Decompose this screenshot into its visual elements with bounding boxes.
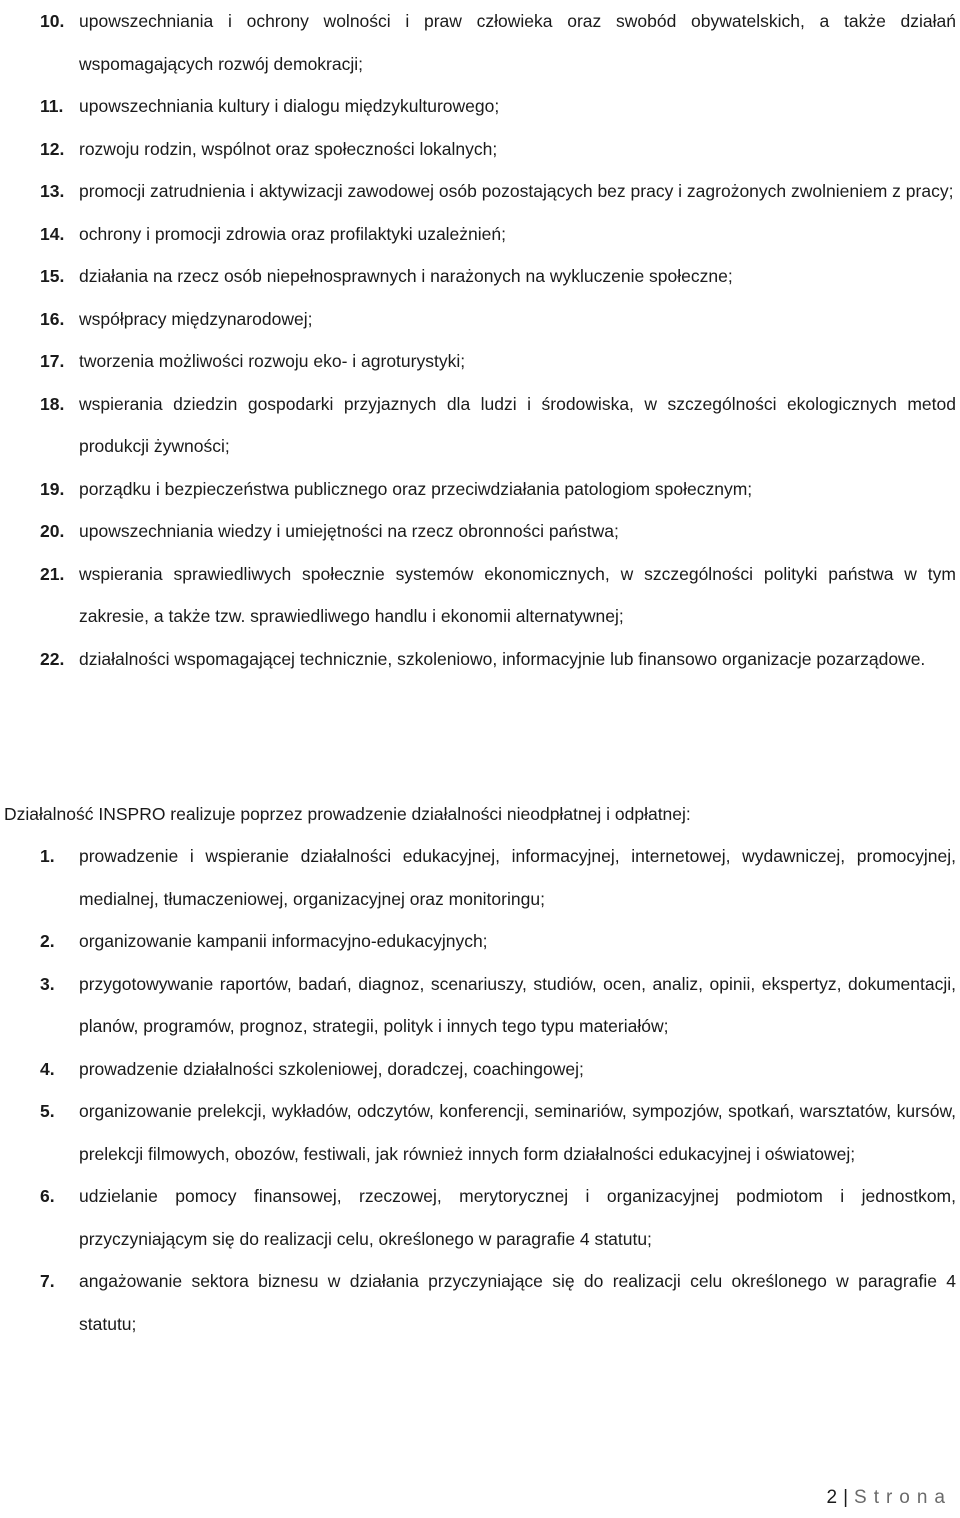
list-item [0,0,960,85]
list-item [0,553,960,638]
list-item-number: 11. [40,96,64,116]
page-label: Strona [854,1487,952,1508]
list-item-text: upowszechniania i ochrony wolności i praw człowieka oraz swobód obywatelskich, a także działań wspomagających rozwój demokracji; [79,11,956,74]
list-item-number: 14. [40,223,65,244]
list-item [0,1175,960,1260]
list-item [0,213,960,256]
list-item-number: 17. [40,351,65,371]
list-item-text: wspierania sprawiedliwych społecznie systemów ekonomicznych, w szczególności polityki państwa w tym zakresie, a także tzw. sprawiedliwego handlu i ekonomii alternatywnej; [79,563,956,626]
list-item-text: upowszechniania kultury i dialogu międzykulturowego; [79,96,500,116]
list-item-text: porządku i bezpieczeństwa publicznego oraz przeciwdziałania patologiom społecznym; [79,478,753,499]
list-item-number: 19. [40,478,65,499]
list-item-number: 7. [40,1271,55,1291]
list-item-number: 3. [40,973,55,994]
list-item-text: działalności wspomagającej technicznie, szkoleniowo, informacyjnie lub finansowo organizacje pozarządowe. [79,648,926,669]
list-item [0,128,960,171]
activity-forms-list [0,835,960,1345]
list-item [0,1048,960,1091]
list-item [0,383,960,468]
list-item-number: 5. [40,1101,55,1121]
list-item-number: 22. [40,648,65,669]
list-item-number: 15. [40,266,65,286]
list-item [0,298,960,341]
list-item-text: organizowanie prelekcji, wykładów, odczytów, konferencji, seminariów, sympozjów, spotkań, warsztatów, kursów, prelekcji filmowych, obozów, festiwali, jak również innych form działalności edukacyjnej i oświatowej; [79,1101,956,1164]
list-item [0,170,960,213]
list-item-text: ochrony i promocji zdrowia oraz profilaktyki uzależnień; [79,223,506,244]
list-item [0,340,960,383]
list-item [0,510,960,553]
list-item-number: 21. [40,563,65,584]
list-item-number: 4. [40,1058,55,1079]
list-item [0,468,960,511]
list-item-text: wspierania dziedzin gospodarki przyjaznych dla ludzi i środowiska, w szczególności ekologicznych metod produkcji żywności; [79,393,956,456]
list-item-text: promocji zatrudnienia i aktywizacji zawodowej osób pozostających bez pracy i zagrożonych zwolnieniem z pracy; [79,181,954,201]
list-item-number: 16. [40,308,65,329]
list-item-number: 13. [40,181,65,201]
activity-intro-paragraph: Działalność INSPRO realizuje poprzez prowadzenie działalności nieodpłatnej i odpłatnej: [4,804,691,824]
list-item-number: 1. [40,846,55,866]
list-item [0,638,960,681]
list-item-text: organizowanie kampanii informacyjno-edukacyjnych; [79,931,488,951]
list-item [0,1260,960,1345]
list-item-number: 12. [40,138,65,159]
list-item [0,85,960,128]
statute-goals-list [0,0,960,680]
list-item-text: prowadzenie i wspieranie działalności edukacyjnej, informacyjnej, internetowej, wydawniczej, promocyjnej, medialnej, tłumaczeniowej, organizacyjnej oraz monitoringu; [79,846,956,909]
list-item-text: tworzenia możliwości rozwoju eko- i agroturystyki; [79,351,466,371]
list-item-number: 20. [40,521,65,541]
list-item-number: 6. [40,1186,55,1206]
list-item-text: prowadzenie działalności szkoleniowej, doradczej, coachingowej; [79,1058,584,1079]
list-item [0,255,960,298]
list-item-text: udzielanie pomocy finansowej, rzeczowej, merytorycznej i organizacyjnej podmiotom i jednostkom, przyczyniającym się do realizacji celu, określonego w paragrafie 4 statutu; [79,1186,956,1249]
list-item-text: działania na rzecz osób niepełnosprawnych i narażonych na wykluczenie społeczne; [79,266,733,286]
list-item-text: przygotowywanie raportów, badań, diagnoz, scenariuszy, studiów, ocen, analiz, opinii, ekspertyz, dokumentacji, planów, programów, prognoz, strategii, polityk i innych tego typu materiałów; [79,973,956,1036]
footer-separator: | [843,1487,849,1508]
list-item [0,920,960,963]
list-item [0,1090,960,1175]
page-number: 2 [826,1487,838,1508]
page-footer [827,1478,953,1518]
list-item-text: współpracy międzynarodowej; [79,308,313,329]
list-item-number: 2. [40,931,55,951]
list-item-text: rozwoju rodzin, wspólnot oraz społeczności lokalnych; [79,138,498,159]
list-item [0,835,960,920]
list-item-text: angażowanie sektora biznesu w działania przyczyniające się do realizacji celu określonego w paragrafie 4 statutu; [79,1271,956,1334]
list-item-number: 18. [40,393,65,414]
list-item [0,963,960,1048]
list-item-number: 10. [40,11,65,31]
list-item-text: upowszechniania wiedzy i umiejętności na rzecz obronności państwa; [79,521,619,541]
